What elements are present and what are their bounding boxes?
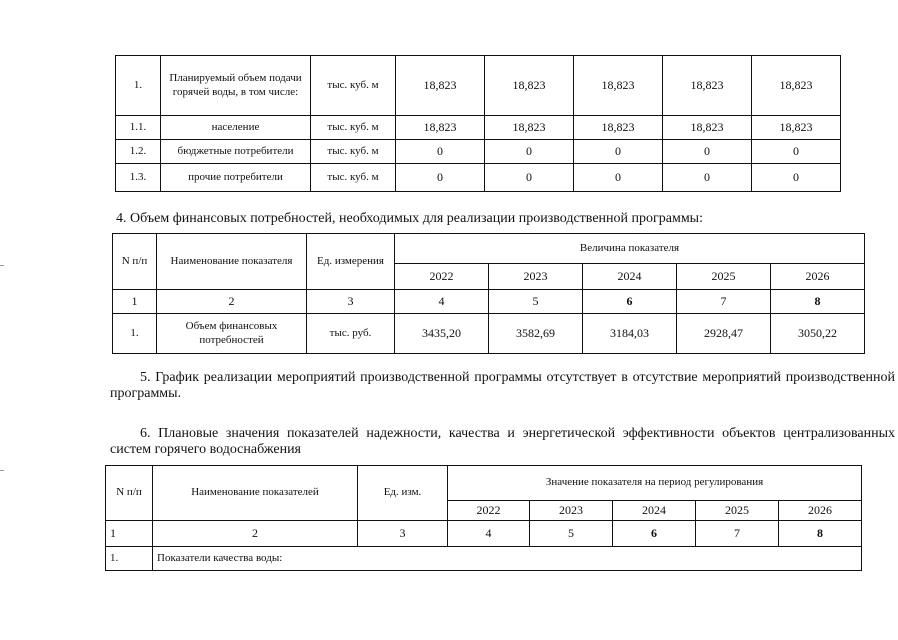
index-cell: 8 (771, 290, 865, 314)
table-row (116, 140, 841, 164)
header-value: Величина показателя (395, 234, 865, 264)
index-row (113, 290, 865, 314)
index-cell: 1 (113, 290, 157, 314)
year-cell: 2022 (395, 264, 489, 290)
year-cell: 2025 (677, 264, 771, 290)
value-cell: 0 (485, 164, 574, 192)
value-cell: 18,823 (574, 116, 663, 140)
value-cell: 18,823 (485, 56, 574, 116)
year-cell: 2023 (530, 501, 613, 521)
index-cell: 4 (395, 290, 489, 314)
year-cell: 2026 (779, 501, 862, 521)
value-cell: 0 (663, 164, 752, 192)
value-cell: 18,823 (396, 116, 485, 140)
row-number: 1. (113, 314, 157, 354)
row-unit: тыс. руб. (307, 314, 395, 354)
table-row (116, 116, 841, 140)
row-name: Планируемый объем подачи горячей воды, в том числе: (161, 56, 311, 116)
header-name: Наименование показателей (153, 466, 358, 521)
value-cell: 3050,22 (771, 314, 865, 354)
header-number: N п/п (106, 466, 153, 521)
index-cell: 2 (153, 521, 358, 547)
year-cell: 2024 (613, 501, 696, 521)
index-cell: 1 (106, 521, 153, 547)
value-cell: 0 (396, 164, 485, 192)
row-unit: тыс. куб. м (311, 164, 396, 192)
header-unit: Ед. измерения (307, 234, 395, 290)
index-cell: 5 (530, 521, 613, 547)
value-cell: 2928,47 (677, 314, 771, 354)
index-cell: 6 (583, 290, 677, 314)
index-cell: 4 (448, 521, 530, 547)
year-cell: 2024 (583, 264, 677, 290)
index-cell: 5 (489, 290, 583, 314)
year-cell: 2023 (489, 264, 583, 290)
financial-needs-table (112, 233, 865, 354)
value-cell: 3435,20 (395, 314, 489, 354)
row-name: Объем финансовых потребностей (157, 314, 307, 354)
value-cell: 18,823 (485, 116, 574, 140)
index-cell: 2 (157, 290, 307, 314)
year-cell: 2022 (448, 501, 530, 521)
value-cell: 0 (396, 140, 485, 164)
index-cell: 8 (779, 521, 862, 547)
index-cell: 3 (358, 521, 448, 547)
indicators-table (105, 465, 862, 571)
row-name: Показатели качества воды: (153, 547, 862, 571)
header-name: Наименование показателя (157, 234, 307, 290)
row-number: 1.1. (116, 116, 161, 140)
header-number: N п/п (113, 234, 157, 290)
value-cell: 18,823 (663, 116, 752, 140)
table-row (116, 164, 841, 192)
index-cell: 6 (613, 521, 696, 547)
table-row (116, 56, 841, 116)
table-row (113, 314, 865, 354)
value-cell: 0 (752, 164, 841, 192)
value-cell: 18,823 (752, 116, 841, 140)
section-5-text: 5. График реализации мероприятий производственной программы отсутствует в отсутствие мероприятий производственной программы. (110, 370, 895, 401)
section-4-heading: 4. Объем финансовых потребностей, необходимых для реализации производственной программы: (116, 211, 703, 226)
index-row (106, 521, 862, 547)
row-name: бюджетные потребители (161, 140, 311, 164)
header-row (106, 466, 862, 501)
water-supply-table (115, 55, 841, 192)
header-row (113, 234, 865, 264)
scan-mark (0, 470, 4, 471)
row-unit: тыс. куб. м (311, 56, 396, 116)
row-number: 1.3. (116, 164, 161, 192)
value-cell: 18,823 (396, 56, 485, 116)
scan-mark (0, 265, 4, 266)
value-cell: 0 (752, 140, 841, 164)
row-name: прочие потребители (161, 164, 311, 192)
value-cell: 0 (574, 140, 663, 164)
row-unit: тыс. куб. м (311, 116, 396, 140)
value-cell: 18,823 (663, 56, 752, 116)
row-number: 1. (106, 547, 153, 571)
value-cell: 18,823 (574, 56, 663, 116)
header-value: Значение показателя на период регулирования (448, 466, 862, 501)
year-cell: 2026 (771, 264, 865, 290)
row-number: 1.2. (116, 140, 161, 164)
index-cell: 7 (696, 521, 779, 547)
index-cell: 7 (677, 290, 771, 314)
header-unit: Ед. изм. (358, 466, 448, 521)
year-cell: 2025 (696, 501, 779, 521)
index-cell: 3 (307, 290, 395, 314)
value-cell: 18,823 (752, 56, 841, 116)
row-unit: тыс. куб. м (311, 140, 396, 164)
row-name: население (161, 116, 311, 140)
value-cell: 0 (485, 140, 574, 164)
value-cell: 0 (663, 140, 752, 164)
value-cell: 0 (574, 164, 663, 192)
section-6-text: 6. Плановые значения показателей надежности, качества и энергетической эффективности объектов централизованных систем горячего водоснабжения (110, 426, 895, 457)
value-cell: 3184,03 (583, 314, 677, 354)
row-number: 1. (116, 56, 161, 116)
table-row (106, 547, 862, 571)
value-cell: 3582,69 (489, 314, 583, 354)
